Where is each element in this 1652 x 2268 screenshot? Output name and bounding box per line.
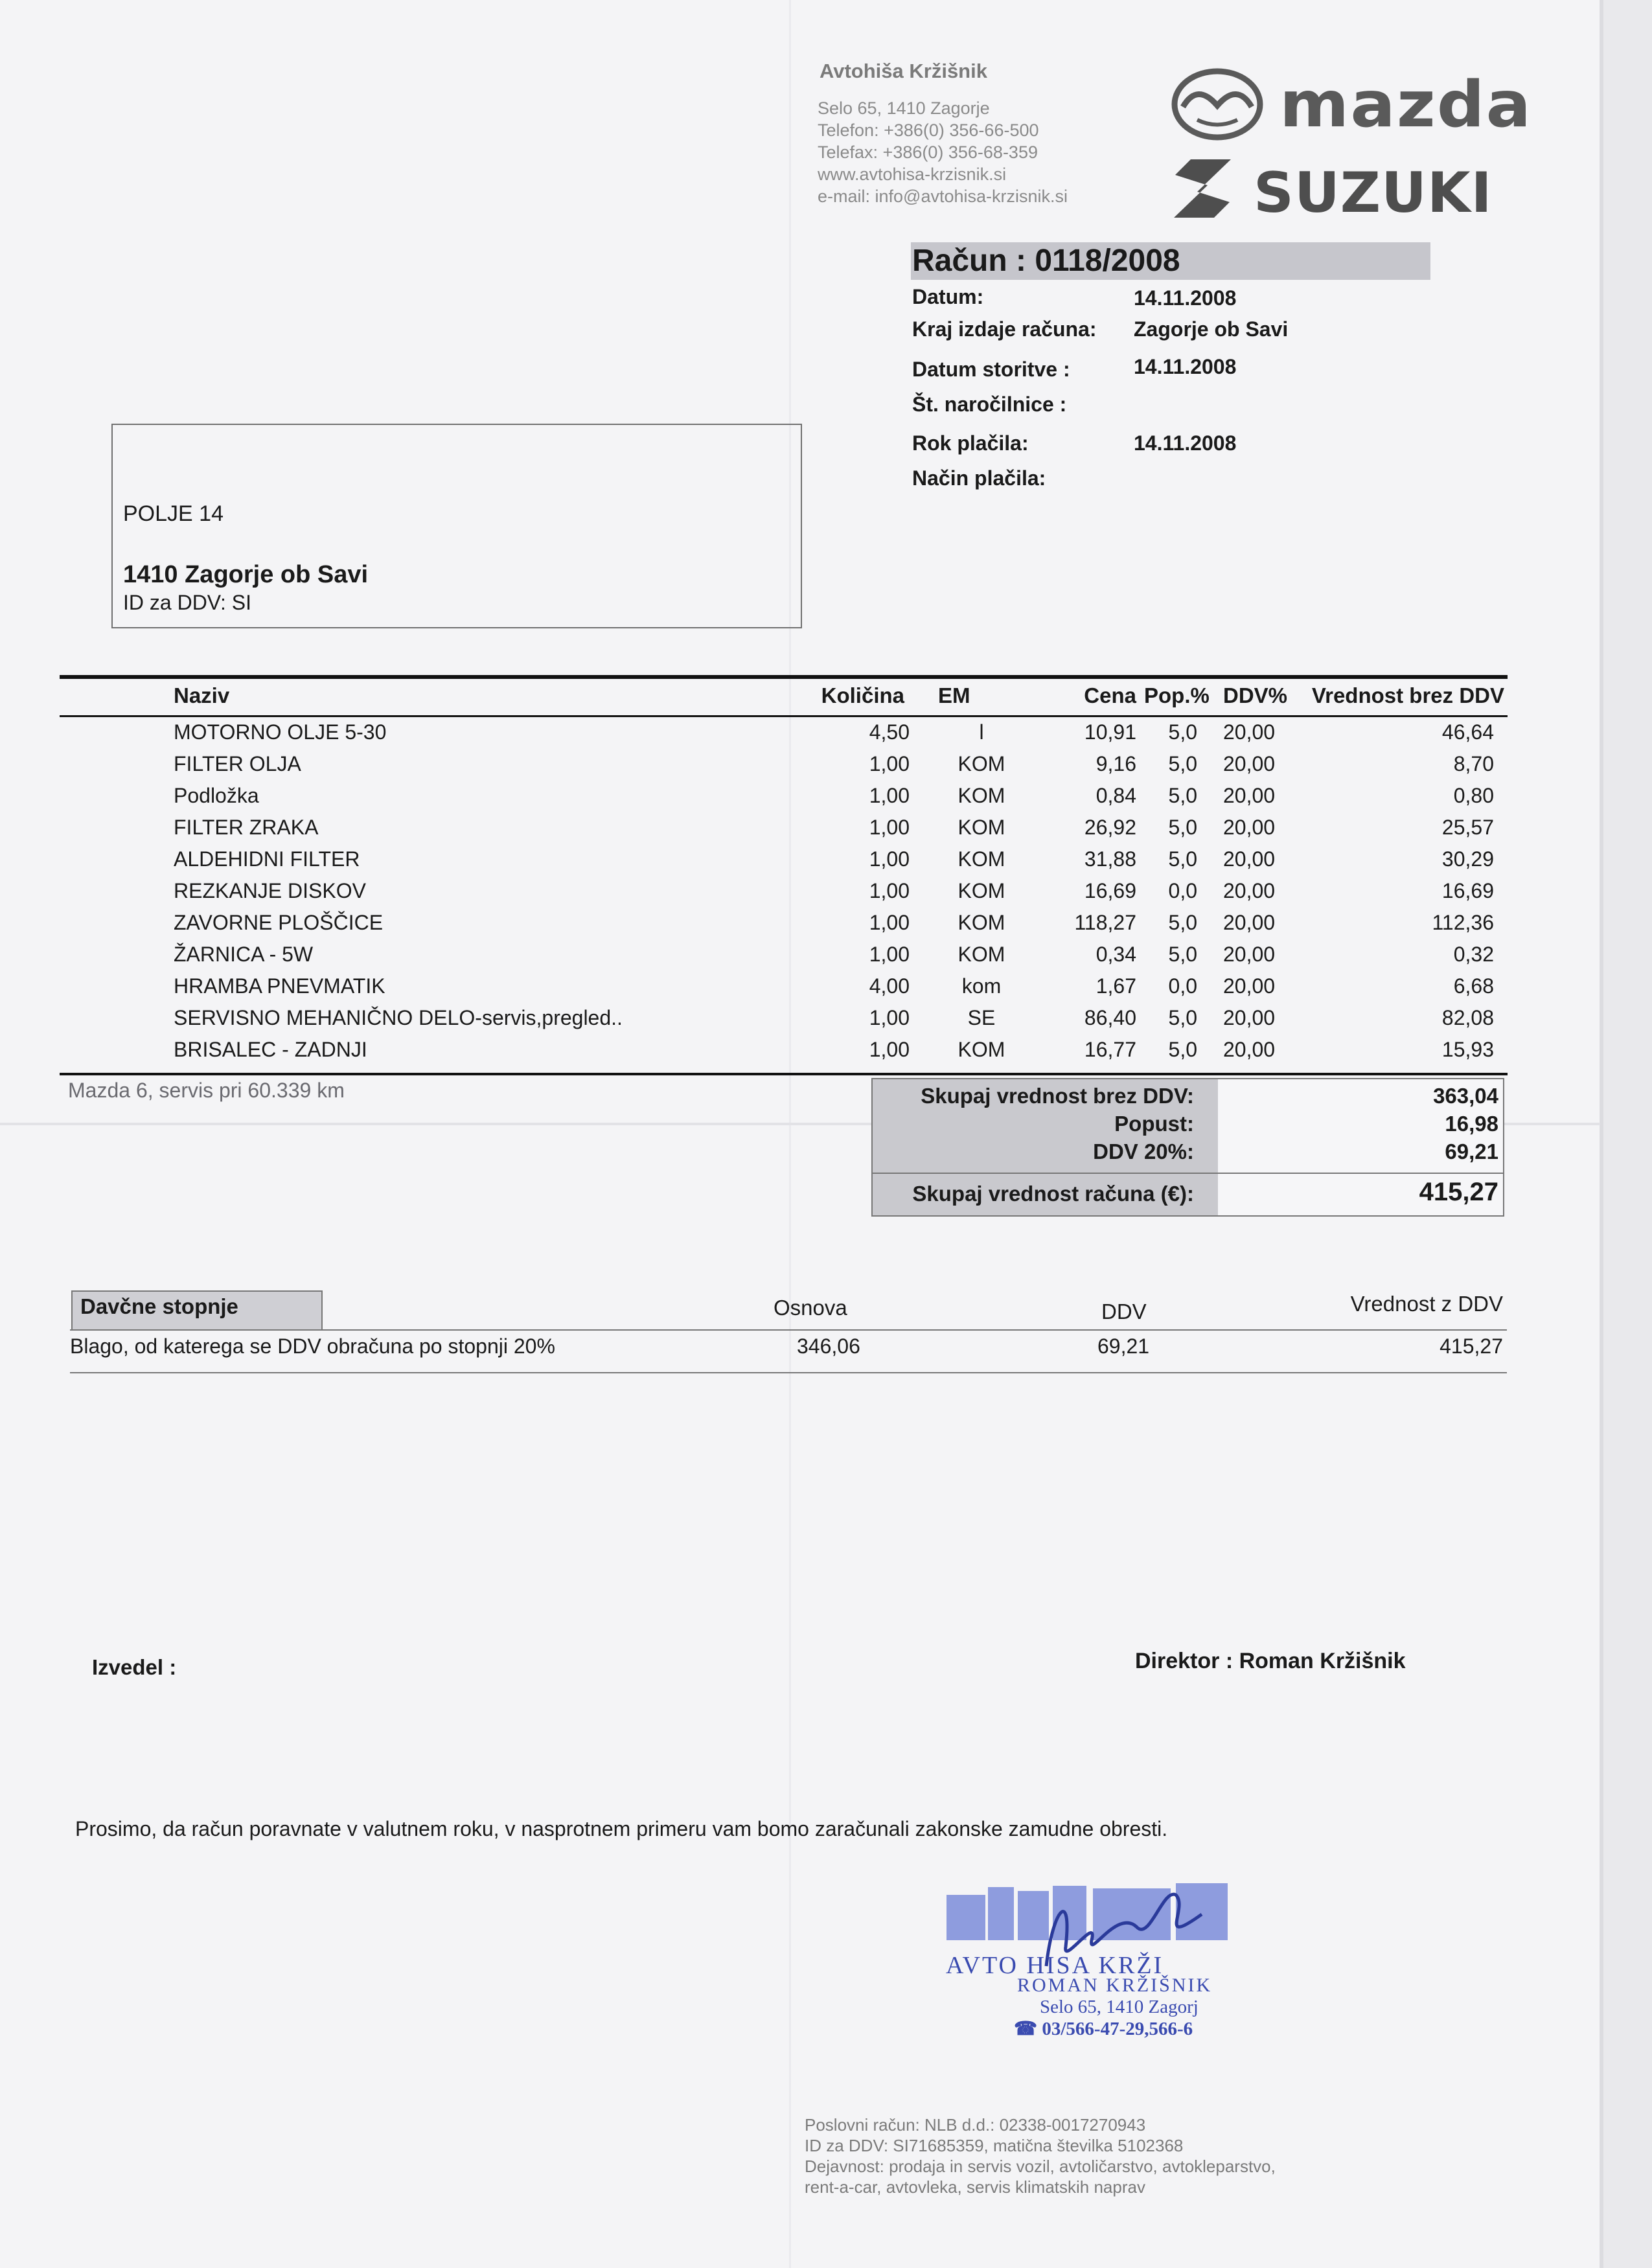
- table-top-rule: [60, 675, 1508, 679]
- cell-pop: 5,0: [1168, 943, 1197, 966]
- cell-em: SE: [967, 1006, 996, 1029]
- cell-ddv: 20,00: [1223, 974, 1276, 998]
- cell-em: kom: [961, 974, 1002, 998]
- cell-naziv: REZKANJE DISKOV: [174, 879, 366, 902]
- subtotal-value: 363,04: [1433, 1084, 1498, 1108]
- total-label: Skupaj vrednost računa (€):: [912, 1182, 1194, 1206]
- tax-bottom-rule: [70, 1372, 1507, 1373]
- cell-vrednost: 112,36: [1432, 911, 1494, 934]
- cell-pop: 5,0: [1168, 784, 1197, 807]
- vehicle-note: Mazda 6, servis pri 60.339 km: [68, 1079, 345, 1102]
- cell-em: l: [979, 720, 984, 744]
- subtotal-label: Skupaj vrednost brez DDV:: [921, 1084, 1194, 1108]
- cell-kolicina: 1,00: [869, 847, 910, 871]
- discount-value: 16,98: [1445, 1112, 1498, 1136]
- cell-em: KOM: [958, 943, 1005, 966]
- cell-kolicina: 1,00: [869, 943, 910, 966]
- cell-naziv: HRAMBA PNEVMATIK: [174, 974, 385, 998]
- cell-em: KOM: [958, 816, 1005, 839]
- bank-line-2: ID za DDV: SI71685359, matična številka 5102368: [805, 2136, 1184, 2155]
- totals-separator: [871, 1173, 1504, 1174]
- cell-pop: 5,0: [1168, 816, 1197, 839]
- cell-ddv: 20,00: [1223, 752, 1276, 775]
- table-row: [0, 970, 1652, 1002]
- scan-edge: [1600, 0, 1652, 2268]
- recipient-street: POLJE 14: [123, 501, 224, 526]
- cell-pop: 5,0: [1168, 911, 1197, 934]
- cell-pop: 5,0: [1168, 847, 1197, 871]
- tax-row-vrednost: 415,27: [1440, 1334, 1503, 1358]
- discount-label: Popust:: [1114, 1112, 1194, 1136]
- meta-label-datum-storitve: Datum storitve :: [912, 358, 1070, 381]
- cell-kolicina: 1,00: [869, 911, 910, 934]
- recipient-city: 1410 Zagorje ob Savi: [123, 561, 369, 588]
- meta-label-nacin: Način plačila:: [912, 466, 1046, 490]
- cell-pop: 0,0: [1168, 879, 1197, 902]
- paper-fold-vertical: [789, 0, 791, 2268]
- cell-naziv: FILTER ZRAKA: [174, 816, 319, 839]
- table-bottom-rule: [60, 1073, 1508, 1075]
- cell-ddv: 20,00: [1223, 879, 1276, 902]
- table-row: [0, 843, 1652, 875]
- vat-value: 69,21: [1445, 1140, 1498, 1163]
- stamp-line-1: AVTO HISA KRŽI: [946, 1952, 1164, 1979]
- cell-ddv: 20,00: [1223, 847, 1276, 871]
- company-phone: Telefon: +386(0) 356-66-500: [818, 120, 1039, 140]
- cell-vrednost: 30,29: [1441, 847, 1494, 871]
- cell-kolicina: 1,00: [869, 879, 910, 902]
- company-web: www.avtohisa-krzisnik.si: [818, 165, 1007, 184]
- cell-vrednost: 8,70: [1453, 752, 1494, 775]
- cell-pop: 0,0: [1168, 974, 1197, 998]
- cell-ddv: 20,00: [1223, 816, 1276, 839]
- total-value: 415,27: [1419, 1178, 1498, 1206]
- cell-cena: 9,16: [1096, 752, 1136, 775]
- cell-cena: 0,34: [1096, 943, 1136, 966]
- col-header-em: EM: [938, 683, 970, 707]
- cell-em: KOM: [958, 879, 1005, 902]
- cell-kolicina: 4,00: [869, 974, 910, 998]
- cell-vrednost: 0,80: [1453, 784, 1494, 807]
- cell-naziv: ALDEHIDNI FILTER: [174, 847, 360, 871]
- cell-em: KOM: [958, 911, 1005, 934]
- meta-value-datum-storitve: 14.11.2008: [1134, 355, 1237, 378]
- cell-em: KOM: [958, 1038, 1005, 1061]
- cell-naziv: Podložka: [174, 784, 259, 807]
- meta-value-rok: 14.11.2008: [1134, 431, 1237, 455]
- cell-naziv: ZAVORNE PLOŠČICE: [174, 911, 384, 934]
- cell-cena: 16,77: [1084, 1038, 1136, 1061]
- table-row: [0, 748, 1652, 780]
- cell-vrednost: 16,69: [1441, 879, 1494, 902]
- cell-kolicina: 1,00: [869, 1006, 910, 1029]
- recipient-ddv-id: ID za DDV: SI: [123, 591, 251, 614]
- meta-label-kraj: Kraj izdaje računa:: [912, 317, 1097, 341]
- bank-line-3: Dejavnost: prodaja in servis vozil, avtoličarstvo, avtokleparstvo,: [805, 2157, 1276, 2176]
- tax-row-ddv: 69,21: [1097, 1334, 1150, 1358]
- tax-row-label: Blago, od katerega se DDV obračuna po stopnji 20%: [70, 1334, 555, 1358]
- meta-label-datum: Datum:: [912, 285, 984, 308]
- cell-cena: 26,92: [1084, 816, 1136, 839]
- col-header-kolicina: Količina: [821, 683, 904, 707]
- meta-value-kraj: Zagorje ob Savi: [1134, 317, 1289, 341]
- cell-vrednost: 0,32: [1453, 943, 1494, 966]
- cell-kolicina: 1,00: [869, 752, 910, 775]
- cell-pop: 5,0: [1168, 752, 1197, 775]
- vat-label: DDV 20%:: [1093, 1140, 1194, 1163]
- suzuki-logo-icon: [1171, 157, 1233, 220]
- tax-col-ddv: DDV: [1101, 1300, 1147, 1323]
- stamp-line-4: ☎ 03/566-47-29,566-6: [1014, 2019, 1193, 2039]
- mazda-logo-icon: [1171, 68, 1263, 141]
- izvedel-label: Izvedel :: [92, 1655, 177, 1679]
- col-header-ddv: DDV%: [1223, 683, 1288, 707]
- cell-cena: 10,91: [1084, 720, 1136, 744]
- cell-vrednost: 46,64: [1441, 720, 1494, 744]
- invoice-title: Račun : 0118/2008: [911, 242, 1430, 280]
- table-row: [0, 907, 1652, 939]
- table-row: [0, 716, 1652, 748]
- tax-row-osnova: 346,06: [797, 1334, 860, 1358]
- company-fax: Telefax: +386(0) 356-68-359: [818, 143, 1038, 162]
- company-email: e-mail: info@avtohisa-krzisnik.si: [818, 187, 1068, 206]
- cell-ddv: 20,00: [1223, 1038, 1276, 1061]
- cell-naziv: SERVISNO MEHANIČNO DELO-servis,pregled..: [174, 1006, 623, 1029]
- cell-cena: 31,88: [1084, 847, 1136, 871]
- tax-header-rule: [70, 1329, 1507, 1331]
- cell-ddv: 20,00: [1223, 720, 1276, 744]
- cell-kolicina: 4,50: [869, 720, 910, 744]
- bank-line-4: rent-a-car, avtovleka, servis klimatskih naprav: [805, 2177, 1145, 2197]
- cell-kolicina: 1,00: [869, 784, 910, 807]
- tax-rates-heading: Davčne stopnje: [80, 1294, 238, 1318]
- meta-label-rok: Rok plačila:: [912, 431, 1029, 455]
- cell-vrednost: 82,08: [1441, 1006, 1494, 1029]
- table-row: [0, 1034, 1652, 1066]
- cell-em: KOM: [958, 847, 1005, 871]
- cell-cena: 0,84: [1096, 784, 1136, 807]
- mazda-wordmark: mazda: [1279, 68, 1533, 142]
- cell-ddv: 20,00: [1223, 943, 1276, 966]
- cell-naziv: FILTER OLJA: [174, 752, 301, 775]
- cell-ddv: 20,00: [1223, 784, 1276, 807]
- cell-naziv: MOTORNO OLJE 5-30: [174, 720, 387, 744]
- cell-pop: 5,0: [1168, 1038, 1197, 1061]
- tax-col-vrednost: Vrednost z DDV: [1350, 1292, 1503, 1316]
- cell-naziv: BRISALEC - ZADNJI: [174, 1038, 367, 1061]
- company-address: Selo 65, 1410 Zagorje: [818, 98, 990, 118]
- cell-vrednost: 15,93: [1441, 1038, 1494, 1061]
- cell-naziv: ŽARNICA - 5W: [174, 943, 314, 966]
- cell-vrednost: 25,57: [1441, 816, 1494, 839]
- cell-kolicina: 1,00: [869, 1038, 910, 1061]
- suzuki-wordmark: SUZUKI: [1254, 161, 1493, 225]
- stamp-line-2: ROMAN KRŽIŠNIK: [1017, 1975, 1213, 1996]
- col-header-pop: Pop.%: [1144, 683, 1210, 707]
- bank-line-1: Poslovni račun: NLB d.d.: 02338-0017270943: [805, 2115, 1146, 2135]
- stamp-line-3: Selo 65, 1410 Zagorj: [1040, 1997, 1199, 2017]
- cell-vrednost: 6,68: [1453, 974, 1494, 998]
- cell-em: KOM: [958, 752, 1005, 775]
- table-row: [0, 875, 1652, 907]
- cell-ddv: 20,00: [1223, 1006, 1276, 1029]
- cell-ddv: 20,00: [1223, 911, 1276, 934]
- company-name: Avtohiša Kržišnik: [820, 60, 987, 82]
- cell-pop: 5,0: [1168, 720, 1197, 744]
- table-row: [0, 939, 1652, 970]
- col-header-cena: Cena: [1084, 683, 1136, 707]
- table-row: [0, 780, 1652, 812]
- cell-cena: 86,40: [1084, 1006, 1136, 1029]
- cell-pop: 5,0: [1168, 1006, 1197, 1029]
- table-row: [0, 1002, 1652, 1034]
- cell-cena: 118,27: [1074, 911, 1136, 934]
- cell-cena: 16,69: [1084, 879, 1136, 902]
- cell-cena: 1,67: [1096, 974, 1136, 998]
- cell-kolicina: 1,00: [869, 816, 910, 839]
- col-header-naziv: Naziv: [174, 683, 230, 707]
- cell-em: KOM: [958, 784, 1005, 807]
- tax-col-osnova: Osnova: [774, 1296, 847, 1320]
- meta-label-narocilnica: Št. naročilnice :: [912, 393, 1067, 416]
- payment-notice: Prosimo, da račun poravnate v valutnem roku, v nasprotnem primeru vam bomo zaračunali zakonske zamudne obresti.: [75, 1817, 1168, 1840]
- col-header-vrednost: Vrednost brez DDV: [1311, 683, 1504, 707]
- meta-value-datum: 14.11.2008: [1134, 286, 1237, 310]
- director-signature-line: Direktor : Roman Kržišnik: [1135, 1649, 1406, 1673]
- table-row: [0, 812, 1652, 843]
